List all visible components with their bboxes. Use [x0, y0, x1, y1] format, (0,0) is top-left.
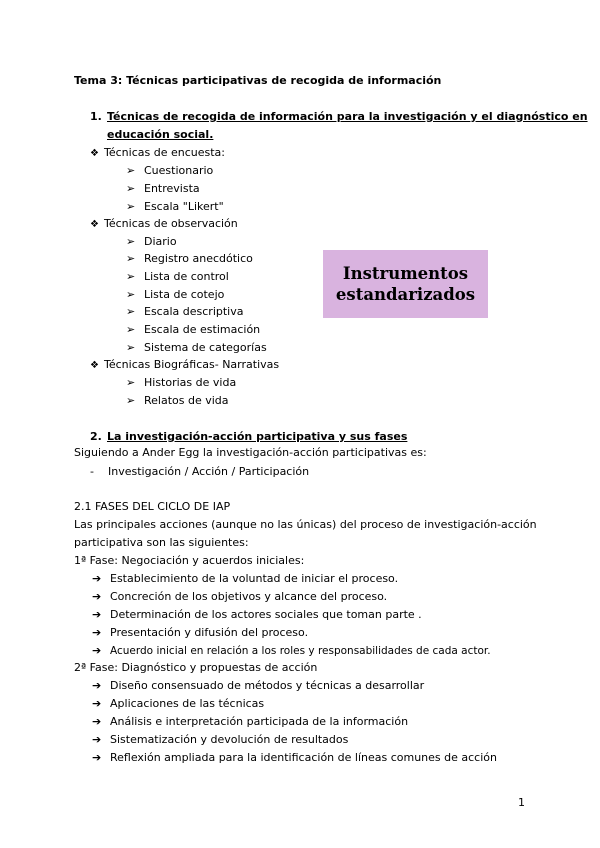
phase1-label: 1ª Fase: Negociación y acuerdos iniciales:: [74, 554, 305, 567]
list-item: ➔ Aplicaciones de las técnicas: [92, 697, 265, 710]
group-label: Técnicas de encuesta:: [104, 146, 225, 159]
list-item: ➢ Escala "Likert": [126, 200, 224, 213]
list-item: ➔ Establecimiento de la voluntad de iniciar el proceso.: [92, 572, 399, 585]
list-item: ➢ Escala de estimación: [126, 323, 261, 336]
arrowhead-bullet-icon: ➢: [126, 235, 136, 248]
section1-title-line1: Técnicas de recogida de información para la investigación y el diagnóstico en: [107, 110, 588, 123]
list-item: ➢ Historias de vida: [126, 376, 237, 389]
arrow-bullet-icon: ➔: [92, 608, 102, 621]
callout-line2: estandarizados: [335, 285, 476, 304]
bullet-group-encuesta: [90, 146, 225, 161]
arrowhead-bullet-icon: ➢: [126, 270, 136, 283]
arrowhead-bullet-icon: ➢: [126, 376, 136, 389]
dash-bullet: -: [90, 465, 94, 478]
arrow-bullet-icon: ➔: [92, 751, 102, 764]
list-item: ➢ Lista de control: [126, 270, 229, 283]
arrow-bullet-icon: ➔: [92, 733, 102, 746]
arrow-bullet-icon: ➔: [92, 590, 102, 603]
list-item: ➔ Diseño consensuado de métodos y técnicas a desarrollar: [92, 679, 425, 692]
dash-list-item: - Investigación / Acción / Participación: [90, 465, 310, 478]
list-item: ➢ Entrevista: [126, 182, 200, 195]
diamond-bullet-icon: ❖: [90, 148, 99, 159]
arrow-bullet-icon: ➔: [92, 644, 102, 657]
list-item: ➢ Escala descriptiva: [126, 305, 244, 318]
page-number: 1: [518, 796, 525, 809]
list-item: ➢ Cuestionario: [126, 164, 214, 177]
list-item: ➢ Sistema de categorías: [126, 341, 267, 354]
diamond-bullet-icon: ❖: [90, 360, 99, 371]
arrow-bullet-icon: ➔: [92, 626, 102, 639]
section1-number: 1.: [90, 110, 102, 123]
list-item: ➔ Sistematización y devolución de resultados: [92, 733, 349, 746]
arrow-bullet-icon: ➔: [92, 697, 102, 710]
list-item: ➔ Acuerdo inicial en relación a los roles y responsabilidades de cada actor.: [92, 644, 491, 657]
list-item: ➢ Relatos de vida: [126, 394, 229, 407]
bullet-group-biograficas: [90, 358, 279, 373]
list-item: ➔ Determinación de los actores sociales que toman parte .: [92, 608, 422, 621]
list-item: ➢ Registro anecdótico: [126, 252, 253, 265]
paragraph-line1: Las principales acciones (aunque no las únicas) del proceso de investigación-acción: [74, 518, 537, 531]
arrowhead-bullet-icon: ➢: [126, 394, 136, 407]
group-label: Técnicas de observación: [104, 217, 238, 230]
arrow-bullet-icon: ➔: [92, 715, 102, 728]
arrowhead-bullet-icon: ➢: [126, 252, 136, 265]
section2-title: La investigación-acción participativa y sus fases: [107, 430, 408, 443]
instrumentos-callout: [323, 250, 488, 318]
arrowhead-bullet-icon: ➢: [126, 200, 136, 213]
callout-line1: Instrumentos: [342, 264, 469, 283]
paragraph-line2: participativa son las siguientes:: [74, 536, 249, 549]
arrowhead-bullet-icon: ➢: [126, 288, 136, 301]
list-item: ➔ Concreción de los objetivos y alcance del proceso.: [92, 590, 388, 603]
subsection-title: 2.1 FASES DEL CICLO DE IAP: [74, 500, 231, 513]
arrowhead-bullet-icon: ➢: [126, 182, 136, 195]
list-item: ➔ Presentación y difusión del proceso.: [92, 626, 309, 639]
arrow-bullet-icon: ➔: [92, 572, 102, 585]
section2-number: 2.: [90, 430, 102, 443]
arrowhead-bullet-icon: ➢: [126, 341, 136, 354]
group-label: Técnicas Biográficas- Narrativas: [104, 358, 280, 371]
phase2-label: 2ª Fase: Diagnóstico y propuestas de acción: [74, 661, 318, 674]
arrowhead-bullet-icon: ➢: [126, 164, 136, 177]
list-item: ➔ Análisis e interpretación participada de la información: [92, 715, 409, 728]
arrowhead-bullet-icon: ➢: [126, 305, 136, 318]
document-title: Tema 3: Técnicas participativas de recogida de información: [74, 74, 442, 87]
list-item: ➢ Lista de cotejo: [126, 288, 225, 301]
bullet-group-observacion: [90, 217, 238, 232]
list-item: ➔ Reflexión ampliada para la identificación de líneas comunes de acción: [92, 751, 497, 764]
section2-intro: Siguiendo a Ander Egg la investigación-acción participativas es:: [74, 446, 427, 459]
arrowhead-bullet-icon: ➢: [126, 323, 136, 336]
arrow-bullet-icon: ➔: [92, 679, 102, 692]
diamond-bullet-icon: ❖: [90, 219, 99, 230]
section1-title-line2: educación social.: [107, 128, 214, 141]
list-item: ➢ Diario: [126, 235, 177, 248]
